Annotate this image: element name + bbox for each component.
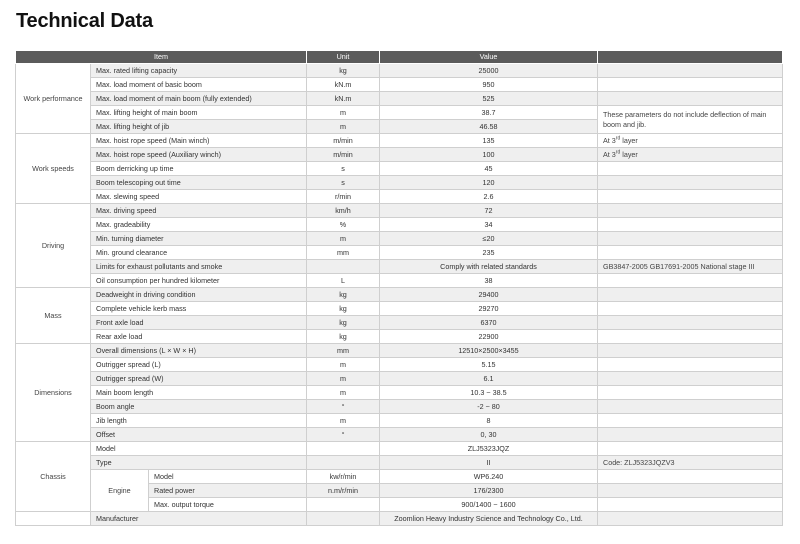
- row-remark: At 3rd layer: [598, 134, 783, 148]
- row-remark: [598, 78, 783, 92]
- row-value: 46.58: [380, 120, 598, 134]
- row-remark: [598, 204, 783, 218]
- row-unit: °: [307, 428, 380, 442]
- row-item: Max. lifting height of main boom: [91, 106, 307, 120]
- row-remark: [598, 498, 783, 512]
- row-value: 38: [380, 274, 598, 288]
- row-unit: kg: [307, 316, 380, 330]
- row-unit: [307, 442, 380, 456]
- group-label: Mass: [16, 288, 91, 344]
- row-item: Max. slewing speed: [91, 190, 307, 204]
- row-value: 100: [380, 148, 598, 162]
- table-header-row: [16, 51, 783, 64]
- row-remark: [598, 176, 783, 190]
- row-item: Overall dimensions (L × W × H): [91, 344, 307, 358]
- row-value: 2.6: [380, 190, 598, 204]
- row-remark: [598, 484, 783, 498]
- header-item: Item: [16, 51, 307, 64]
- row-value: 45: [380, 162, 598, 176]
- row-unit: s: [307, 162, 380, 176]
- header-remark: [598, 51, 783, 64]
- row-value: WP6.240: [380, 470, 598, 484]
- row-item: Max. driving speed: [91, 204, 307, 218]
- row-value: 5.15: [380, 358, 598, 372]
- row-remark: [598, 190, 783, 204]
- row-unit: mm: [307, 344, 380, 358]
- table-row: [16, 190, 783, 204]
- row-unit: [307, 260, 380, 274]
- row-item: Outrigger spread (W): [91, 372, 307, 386]
- table-row: [16, 400, 783, 414]
- row-remark: [598, 64, 783, 78]
- row-item: Type: [91, 456, 307, 470]
- row-value: 525: [380, 92, 598, 106]
- table-row: [16, 176, 783, 190]
- row-unit: [307, 512, 380, 526]
- row-item: Max. load moment of main boom (fully extended): [91, 92, 307, 106]
- row-remark: [598, 288, 783, 302]
- page-title: Technical Data: [16, 10, 153, 32]
- row-unit: m: [307, 120, 380, 134]
- group-label: Work performance: [16, 64, 91, 134]
- row-value: 25000: [380, 64, 598, 78]
- row-item: Offset: [91, 428, 307, 442]
- row-value: 12510×2500×3455: [380, 344, 598, 358]
- row-remark: [598, 470, 783, 484]
- row-item: Max. gradeability: [91, 218, 307, 232]
- table-row: [16, 316, 783, 330]
- group-label: Dimensions: [16, 344, 91, 442]
- table-row: [16, 64, 783, 78]
- table-row: [16, 260, 783, 274]
- row-value: 6370: [380, 316, 598, 330]
- table-row: [16, 274, 783, 288]
- row-unit: kN.m: [307, 78, 380, 92]
- row-value: 0, 30: [380, 428, 598, 442]
- row-value: 6.1: [380, 372, 598, 386]
- row-item: Front axle load: [91, 316, 307, 330]
- row-remark: [598, 386, 783, 400]
- row-item: Complete vehicle kerb mass: [91, 302, 307, 316]
- row-remark: [598, 512, 783, 526]
- row-item: Max. hoist rope speed (Auxiliary winch): [91, 148, 307, 162]
- row-item: Deadweight in driving condition: [91, 288, 307, 302]
- table-row: [16, 456, 783, 470]
- row-unit: kg: [307, 64, 380, 78]
- row-remark: At 3rd layer: [598, 148, 783, 162]
- table-row: [16, 246, 783, 260]
- row-value: 235: [380, 246, 598, 260]
- row-value: 8: [380, 414, 598, 428]
- row-remark: [598, 414, 783, 428]
- row-value: 34: [380, 218, 598, 232]
- row-value: II: [380, 456, 598, 470]
- row-value: 176/2300: [380, 484, 598, 498]
- row-item: Oil consumption per hundred kilometer: [91, 274, 307, 288]
- row-unit: n.m/r/min: [307, 484, 380, 498]
- group-label: Driving: [16, 204, 91, 288]
- row-item: Outrigger spread (L): [91, 358, 307, 372]
- row-unit: km/h: [307, 204, 380, 218]
- row-unit: s: [307, 176, 380, 190]
- row-value: 10.3 ~ 38.5: [380, 386, 598, 400]
- row-item: Rated power: [149, 484, 307, 498]
- row-value: Zoomlion Heavy Industry Science and Technology Co., Ltd.: [380, 512, 598, 526]
- table-row: [16, 134, 783, 148]
- table-row: [16, 414, 783, 428]
- row-remark: [598, 400, 783, 414]
- row-unit: m: [307, 372, 380, 386]
- row-remark: GB3847-2005 GB17691-2005 National stage III: [598, 260, 783, 274]
- row-unit: m: [307, 106, 380, 120]
- header-value: Value: [380, 51, 598, 64]
- row-unit: [307, 498, 380, 512]
- table-row: [16, 106, 783, 120]
- row-unit: kg: [307, 302, 380, 316]
- row-unit: m: [307, 232, 380, 246]
- row-remark: [598, 344, 783, 358]
- row-item: Model: [149, 470, 307, 484]
- row-remark: [598, 302, 783, 316]
- row-value: Comply with related standards: [380, 260, 598, 274]
- table-row: [16, 358, 783, 372]
- row-remark: [598, 358, 783, 372]
- row-item: Model: [91, 442, 307, 456]
- row-remark: [598, 372, 783, 386]
- table-row: [16, 148, 783, 162]
- row-unit: [307, 456, 380, 470]
- row-unit: r/min: [307, 190, 380, 204]
- row-value: 135: [380, 134, 598, 148]
- table-row: [16, 372, 783, 386]
- group-label: Chassis: [16, 442, 91, 512]
- row-item: Main boom length: [91, 386, 307, 400]
- row-remark: Code: ZLJ5323JQZV3: [598, 456, 783, 470]
- row-unit: m: [307, 414, 380, 428]
- table-row: [16, 204, 783, 218]
- group-label: Work speeds: [16, 134, 91, 204]
- row-value: ZLJ5323JQZ: [380, 442, 598, 456]
- row-unit: m: [307, 358, 380, 372]
- row-item: Max. rated lifting capacity: [91, 64, 307, 78]
- row-remark: [598, 92, 783, 106]
- row-value: 950: [380, 78, 598, 92]
- row-unit: m: [307, 386, 380, 400]
- row-remark: [598, 274, 783, 288]
- row-value: 72: [380, 204, 598, 218]
- table-row: [16, 470, 783, 484]
- table-row: [16, 78, 783, 92]
- row-item: Boom telescoping out time: [91, 176, 307, 190]
- row-unit: °: [307, 400, 380, 414]
- row-unit: kN.m: [307, 92, 380, 106]
- engine-label: Engine: [91, 470, 149, 512]
- row-item: Max. load moment of basic boom: [91, 78, 307, 92]
- row-item: Limits for exhaust pollutants and smoke: [91, 260, 307, 274]
- table-row: [16, 288, 783, 302]
- row-value: 38.7: [380, 106, 598, 120]
- row-value: ≤20: [380, 232, 598, 246]
- row-remark: [598, 162, 783, 176]
- row-remark: [598, 442, 783, 456]
- row-item: Max. output torque: [149, 498, 307, 512]
- table-row: [16, 428, 783, 442]
- row-item: Min. turning diameter: [91, 232, 307, 246]
- table-row: [16, 302, 783, 316]
- row-unit: kw/r/min: [307, 470, 380, 484]
- row-remark: [598, 246, 783, 260]
- row-remark: [598, 428, 783, 442]
- row-unit: %: [307, 218, 380, 232]
- table-row: [16, 512, 783, 526]
- row-value: 29270: [380, 302, 598, 316]
- row-unit: kg: [307, 330, 380, 344]
- row-item: Jib length: [91, 414, 307, 428]
- table-row: [16, 344, 783, 358]
- row-item: Rear axle load: [91, 330, 307, 344]
- row-item: Min. ground clearance: [91, 246, 307, 260]
- table-row: [16, 386, 783, 400]
- table-row: [16, 232, 783, 246]
- table-row: [16, 218, 783, 232]
- row-remark: [598, 316, 783, 330]
- row-remark: [598, 218, 783, 232]
- row-unit: kg: [307, 288, 380, 302]
- row-remark: [598, 232, 783, 246]
- row-value: -2 ~ 80: [380, 400, 598, 414]
- header-unit: Unit: [307, 51, 380, 64]
- row-value: 900/1400 ~ 1600: [380, 498, 598, 512]
- row-value: 22900: [380, 330, 598, 344]
- table-row: [16, 162, 783, 176]
- row-value: 120: [380, 176, 598, 190]
- row-item: Max. hoist rope speed (Main winch): [91, 134, 307, 148]
- row-item: Max. lifting height of jib: [91, 120, 307, 134]
- row-item: Boom angle: [91, 400, 307, 414]
- technical-data-table: [15, 50, 783, 526]
- row-unit: m/min: [307, 148, 380, 162]
- row-unit: L: [307, 274, 380, 288]
- row-unit: m/min: [307, 134, 380, 148]
- group-label-empty: [16, 512, 91, 526]
- row-remark: [598, 330, 783, 344]
- row-unit: mm: [307, 246, 380, 260]
- table-row: [16, 442, 783, 456]
- row-item: Boom derricking up time: [91, 162, 307, 176]
- row-item: Manufacturer: [91, 512, 307, 526]
- row-value: 29400: [380, 288, 598, 302]
- table-row: [16, 92, 783, 106]
- table-row: [16, 330, 783, 344]
- row-remark: These parameters do not include deflection of main boom and jib.: [598, 106, 783, 134]
